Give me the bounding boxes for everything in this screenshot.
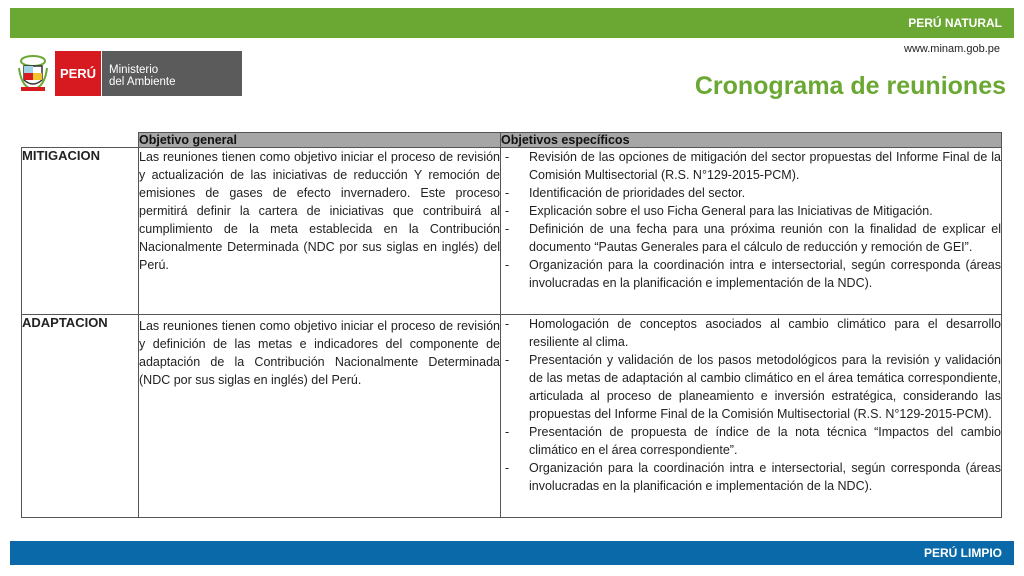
list-item: - Definición de una fecha para una próxima reunión con la finalidad de explicar el documento “Pautas Generales para el cálculo de reducción y remoción de GEI”. bbox=[505, 222, 1001, 254]
ministry-name-box bbox=[102, 51, 242, 96]
column-header-specific: Objetivos específicos bbox=[501, 133, 1002, 148]
ministry-logo bbox=[17, 51, 242, 96]
list-item: - Homologación de conceptos asociados al cambio climático para el desarrollo resiliente al clima. bbox=[505, 317, 1001, 349]
ministry-name-line2: del Ambiente bbox=[109, 76, 176, 88]
list-item: - Presentación de propuesta de índice de la nota técnica “Impactos del cambio climático en el área correspondiente”. bbox=[505, 425, 1001, 457]
specific-objectives-adaptacion bbox=[501, 315, 1002, 518]
page-title: Cronograma de reuniones bbox=[694, 72, 1006, 100]
table-header-row bbox=[22, 133, 1002, 148]
ministry-name-line1: Ministerio bbox=[109, 64, 159, 76]
list-item: - Explicación sobre el uso Ficha General para las Iniciativas de Mitigación. bbox=[505, 204, 933, 218]
schedule-table bbox=[21, 132, 1002, 518]
specific-objectives-mitigacion bbox=[501, 148, 1002, 315]
bottom-banner bbox=[10, 541, 1014, 565]
row-label-adaptacion: ADAPTACION bbox=[22, 315, 139, 518]
website-url[interactable]: www.minam.gob.pe bbox=[904, 43, 1000, 55]
row-label-mitigacion: MITIGACION bbox=[22, 148, 139, 315]
peru-logo-box: PERÚ bbox=[55, 51, 102, 96]
column-header-general: Objetivo general bbox=[139, 133, 501, 148]
brand-peru-limpio: PERÚ LIMPIO bbox=[923, 546, 1002, 560]
table-row bbox=[22, 315, 1002, 518]
list-item: - Presentación y validación de los pasos metodológicos para la revisión y validación de las metas de adaptación al cambio climático en el área temática correspondiente, articulada al proceso de planeamiento e inversión estratégica, considerando las propuestas del Informe Final de la Comisión Multisectorial (R.S. N°129-2015-PCM). bbox=[505, 353, 1001, 421]
list-item: - Revisión de las opciones de mitigación del sector propuestas del Informe Final de la Comisión Multisectorial (R.S. N°129-2015-PCM). bbox=[505, 150, 1001, 182]
list-item: - Identificación de prioridades del sector. bbox=[505, 186, 746, 200]
table-header-blank bbox=[22, 133, 139, 148]
coat-of-arms-icon bbox=[17, 54, 49, 94]
general-objective-mitigacion: Las reuniones tienen como objetivo iniciar el proceso de revisión y actualización de las iniciativas de reducción Y remoción de emisiones de gases de efecto invernadero. Este proceso permitirá definir la cartera de iniciativas que contribuirá al cumplimiento de la meta establecida en la Contribución Nacionalmente Determinada (NDC por sus siglas en inglés) del Perú. bbox=[139, 148, 501, 315]
list-item: - Organización para la coordinación intra e intersectorial, según corresponda (áreas involucradas en la planificación e implementación de la NDC). bbox=[505, 258, 1001, 290]
top-banner bbox=[10, 8, 1014, 38]
table-row bbox=[22, 148, 1002, 315]
list-item: - Organización para la coordinación intra e intersectorial, según corresponda (áreas involucradas en la planificación e implementación de la NDC). bbox=[505, 461, 1001, 493]
general-objective-adaptacion: Las reuniones tienen como objetivo iniciar el proceso de revisión y definición de las metas e indicadores del componente de adaptación de la Contribución Nacionalmente Determinada (NDC por sus siglas en inglés) del Perú. bbox=[139, 315, 501, 518]
brand-peru-natural: PERÚ NATURAL bbox=[908, 16, 1002, 30]
